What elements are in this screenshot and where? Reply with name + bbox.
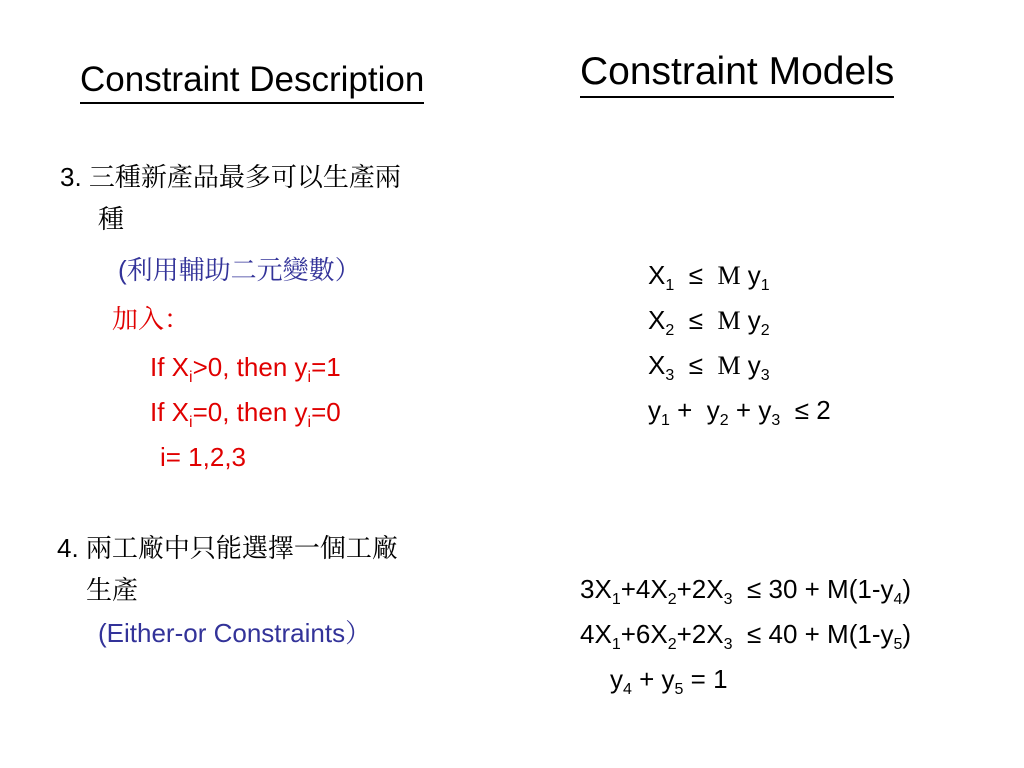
item3-add-label: 加入： xyxy=(112,305,191,335)
item3-text-line2: 種 xyxy=(98,205,125,235)
item3-rule-2: If $X_i=0$, then $y_i=0$ xyxy=(150,397,341,431)
item3-note-text: 利用輔助二元變數 xyxy=(126,256,335,286)
model4-eq-2: $4X_1+6X_2+2X_3 \le 40 + M(1-y_5)$ xyxy=(580,619,912,653)
item4-text-line1: 兩工廠中只能選擇一個工廠 xyxy=(85,534,398,564)
item4-note-close: ） xyxy=(345,619,372,649)
model3-row-1: $X_1 \le M$ $y_1$ xyxy=(648,260,770,294)
title-constraint-models: Constraint Models xyxy=(580,48,894,98)
item3-index-range: i= 1,2,3 xyxy=(160,442,247,472)
item4-text-line2: 生產 xyxy=(86,576,139,606)
item4-note xyxy=(98,618,371,649)
model3-row-3: $X_3 \le M$ $y_3$ xyxy=(648,350,770,384)
item3-note-open: ( xyxy=(118,255,127,285)
item4-line1 xyxy=(57,533,398,564)
model4-eq-1: $3X_1+4X_2+2X_3 \le 30 + M(1-y_4)$ xyxy=(580,574,912,608)
item3-note-close: ） xyxy=(334,256,361,286)
item3-text-line1: 三種新產品最多可以生產兩 xyxy=(88,163,401,193)
title-constraint-description: Constraint Description xyxy=(80,58,424,104)
item3-rule-1: If $X_i>0$, then $y_i=1$ xyxy=(150,352,341,386)
item3-line1 xyxy=(60,162,401,193)
item3-number: 3. xyxy=(60,162,82,192)
model4-eq-3: $y_4 + y_5 = 1$ xyxy=(610,664,728,698)
model3-sum: $y_1 + y_2 + y_3 \le 2$ xyxy=(648,395,831,429)
item3-note xyxy=(118,255,361,286)
item4-note-text: (Either-or Constraints xyxy=(98,618,346,648)
item4-number: 4. xyxy=(57,533,79,563)
model3-row-2: $X_2 \le M$ $y_2$ xyxy=(648,305,770,339)
